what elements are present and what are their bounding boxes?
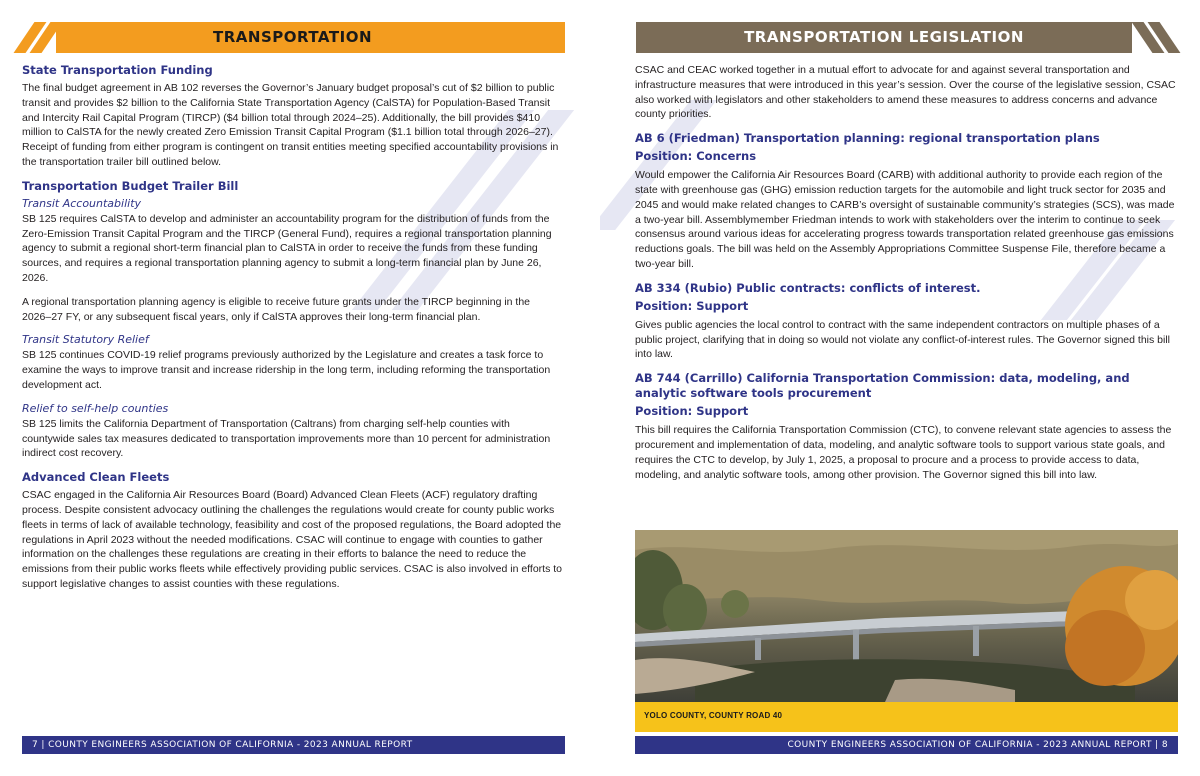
intro-paragraph: CSAC and CEAC worked together in a mutual effort to advocate for and against several transportation and infrastructure measures that were introduced in this year’s session. Over the course of the legislative session, CSAC also worked with legislators and other stakeholders to amend these measures to address concerns and advance county priorities. (635, 64, 1176, 121)
footer-text: 7 | COUNTY ENGINEERS ASSOCIATION OF CALIFORNIA - 2023 ANNUAL REPORT (32, 740, 413, 750)
right-page (600, 0, 1200, 776)
subsection-heading: Relief to self-help counties (22, 401, 169, 415)
bill-text: This bill requires the California Transportation Commission (CTC), to convene relevant state agencies to assess the procurement and implementation of data, modeling, and analytic software tools to support various state goals, and requires the CTC to develop, by July 1, 2025, a proposal to procure and a process to provide access to data, modeling, and analytic software tools, among other provision. The Governor signed this bill into law. (635, 424, 1172, 481)
footer-text: COUNTY ENGINEERS ASSOCIATION OF CALIFORNIA - 2023 ANNUAL REPORT | 8 (787, 740, 1168, 750)
paragraph: A regional transportation planning agency is eligible to receive future grants under the TIRCP beginning in the 2026–27 FY, or any subsequent fiscal years, only if CalSTA approves their long-term financial plan. (22, 295, 531, 323)
bill-title: AB 334 (Rubio) Public contracts: conflicts of interest. (635, 280, 981, 295)
bill-title: AB 6 (Friedman) Transportation planning: regional transportation plans (635, 131, 1100, 146)
section-heading: Transportation Budget Trailer Bill (22, 178, 239, 193)
bill-position: Position: Support (635, 298, 749, 313)
right-content (635, 63, 1180, 491)
paragraph: SB 125 continues COVID-19 relief programs previously authorized by the Legislature and creates a task force to examine the ways to improve transit and increase ridership in the long term, including reforming the transportation development act. (22, 349, 551, 391)
bridge-illustration (635, 530, 1178, 702)
bill-position: Position: Support (635, 404, 749, 419)
paragraph: CSAC engaged in the California Air Resources Board (Board) Advanced Clean Fleets (ACF) regulatory drafting process. Despite consistent advocacy outlining the challenges the regulations would create for county public works fleets in terms of lack of available technology, feasibility and cost of the proposed regulations, the Board adopted the regulations in April 2023 without the needed modifications. CSAC will continue to engage with counties to gather information on the challenges these regulations are creating in their efforts to balance the need to reduce the emissions from their public works fleets while effectively providing public services. CSAC is also involved in efforts to support legislative changes to assist counties with these regulations. (22, 489, 563, 590)
bill-title: AB 744 (Carrillo) California Transportation Commission: data, modeling, and analytic software tools procurement (635, 371, 1130, 401)
section-heading: Advanced Clean Fleets (22, 470, 170, 485)
paragraph: The final budget agreement in AB 102 reverses the Governor’s January budget proposal’s cut of $2 billion to public transit and provides $2 billion to the California State Transportation Agency (CalSTA) for Population-Based Transit and Intercity Rail Capital Program (TIRCP) ($4 billion total through 2024–25). Additionally, the bill provides $410 million to CalSTA for the newly created Zero Emission Transit Capital Program ($1.1 billion total through 2026–27). Receipt of funding from either program is contingent on transit entities meeting specified accountability provisions in the transportation trailer bill outlined below. (22, 82, 559, 168)
bill-text: Gives public agencies the local control to contract with the same independent contractors on multiple phases of a public project, clarifying that in doing so would not violate any conflict-of-interest rules. The Governor signed this bill into law. (635, 318, 1170, 361)
banner-title: TRANSPORTATION LEGISLATION (744, 28, 1024, 46)
section-banner (20, 22, 565, 53)
paragraph: SB 125 limits the California Department of Transportation (Caltrans) from charging self-help counties with countywide sales tax measures dedicated to transportation improvements more than 10 percent for administration indirect cost recovery. (22, 417, 551, 460)
subsection-heading: Transit Accountability (22, 196, 142, 210)
photo-caption: YOLO COUNTY, COUNTY ROAD 40 (644, 711, 783, 720)
bill-text: Would empower the California Air Resources Board (CARB) with additional authority to provide each region of the state with greenhouse gas (GHG) emission reduction targets for the automobile and light truck sector for 2035 and 2045 and would make related changes to CARB’s oversight of sustainable community’s strategies (SCS), was made a two-year bill. Assemblymember Friedman intends to work with stakeholders over the interim to continue to seek consensus around various ideas for accelerating progress towards transportation related greenhouse gas emissions reductions goals. The bill was held on the Assembly Appropriations Committee Suspense File, therefore became a two-year bill. (635, 169, 1175, 270)
paragraph: SB 125 requires CalSTA to develop and administer an accountability program for the distribution of funds from the Zero-Emission Transit Capital Program and the TIRCP (General Fund), requires a regional transportation planning agency to submit a regional short-term financial plan to CalSTA in order to receive the funds from these funding sources, and requires a regional transportation planning agency to submit a long-term financial plan by June 26, 2026. (22, 212, 552, 284)
photo-caption-bar (635, 702, 1178, 732)
left-content (22, 63, 562, 601)
page-footer (635, 736, 1178, 754)
section-heading: State Transportation Funding (22, 63, 213, 77)
section-banner (636, 22, 1178, 53)
banner-title: TRANSPORTATION (213, 28, 372, 46)
subsection-heading: Transit Statutory Relief (22, 333, 149, 347)
bridge-photo (635, 530, 1178, 702)
page-footer (22, 736, 565, 754)
bill-position: Position: Concerns (635, 149, 757, 164)
